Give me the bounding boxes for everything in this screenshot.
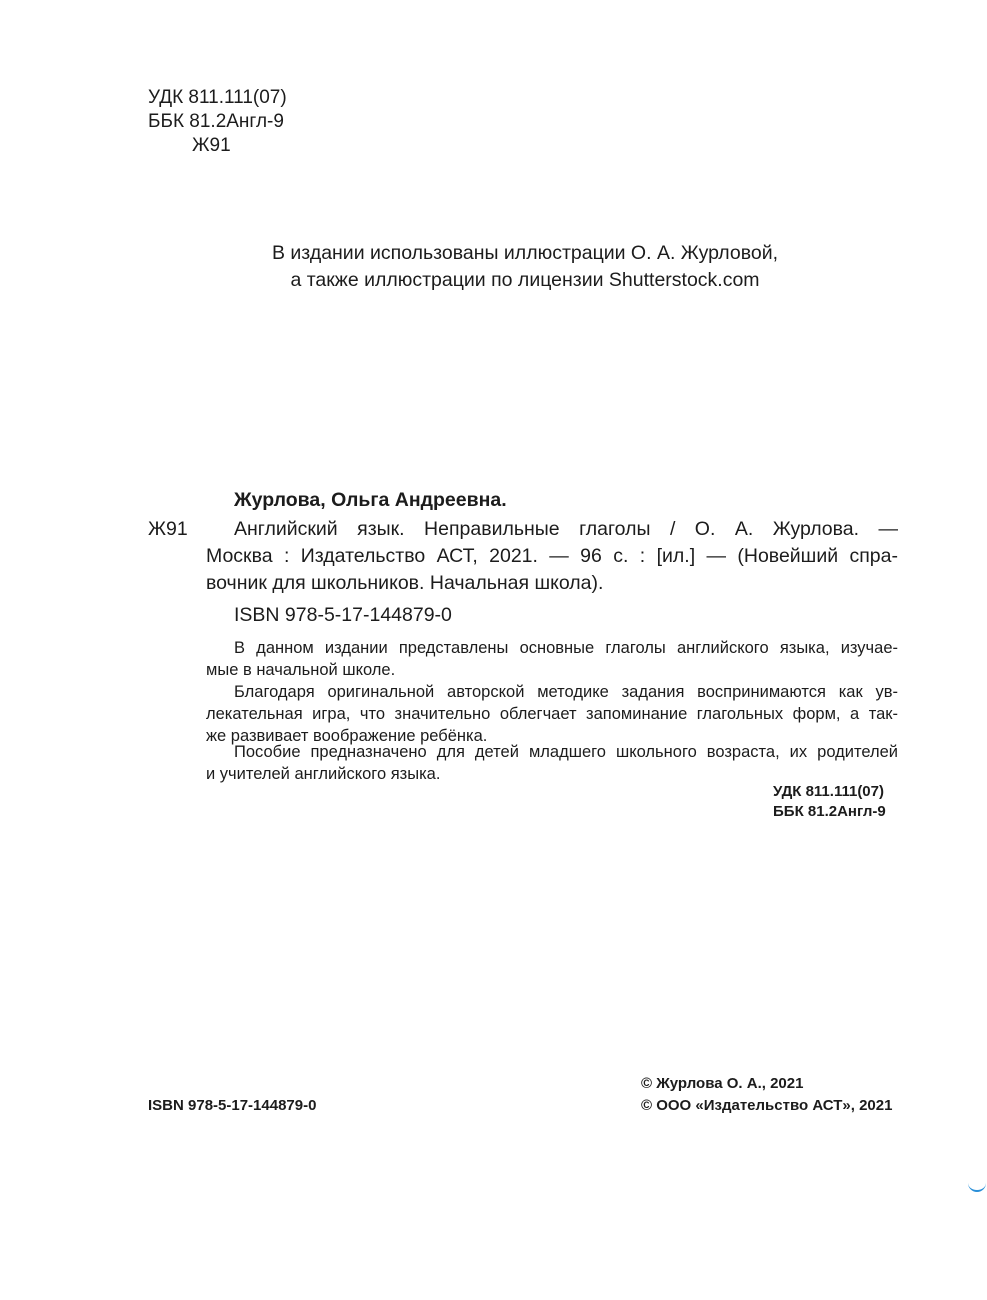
copyright-publisher: © ООО «Издательство АСТ», 2021 <box>641 1097 893 1114</box>
author-sign: Ж91 <box>148 518 188 540</box>
isbn-record: ISBN 978-5-17-144879-0 <box>234 604 452 626</box>
annotation-p3-line2: и учителей английского языка. <box>206 765 441 783</box>
bib-line-2: Москва : Издательство АСТ, 2021. — 96 с. : [ил.] — (Новейший спра- <box>206 545 898 567</box>
credits-line-1: В издании использованы иллюстрации О. А. Журловой, <box>271 242 779 264</box>
isbn-footer: ISBN 978-5-17-144879-0 <box>148 1097 317 1114</box>
bib-line-3: вочник для школьников. Начальная школа). <box>206 572 604 594</box>
bbk-code-bottom: ББК 81.2Англ-9 <box>773 803 886 820</box>
credits-line-2: а также иллюстрации по лицензии Shutterstock.com <box>290 269 760 291</box>
scan-mark-decoration <box>968 1180 986 1192</box>
annotation-p2-line2: лекательная игра, что значительно облегчает запоминание глагольных форм, а так- <box>206 705 898 723</box>
bib-line-1: Английский язык. Неправильные глаголы / О. А. Журлова. — <box>234 518 898 540</box>
annotation-p1-line2: мые в начальной школе. <box>206 661 396 679</box>
author-heading: Журлова, Ольга Андреевна. <box>234 489 507 511</box>
annotation-p2-line1: Благодаря оригинальной авторской методике задания воспринимаются как ув- <box>234 683 898 701</box>
annotation-p3-line1: Пособие предназначено для детей младшего школьного возраста, их родителей <box>234 743 898 761</box>
copyright-author: © Журлова О. А., 2021 <box>641 1075 804 1092</box>
annotation-p1-line1: В данном издании представлены основные глаголы английского языка, изучае- <box>234 639 898 657</box>
author-sign-top: Ж91 <box>192 135 231 156</box>
annotation-p2-line3: же развивает воображение ребёнка. <box>206 727 488 745</box>
udk-code-bottom: УДК 811.111(07) <box>773 783 884 800</box>
bbk-code-top: ББК 81.2Англ-9 <box>148 111 284 132</box>
udk-code-top: УДК 811.111(07) <box>148 87 287 108</box>
